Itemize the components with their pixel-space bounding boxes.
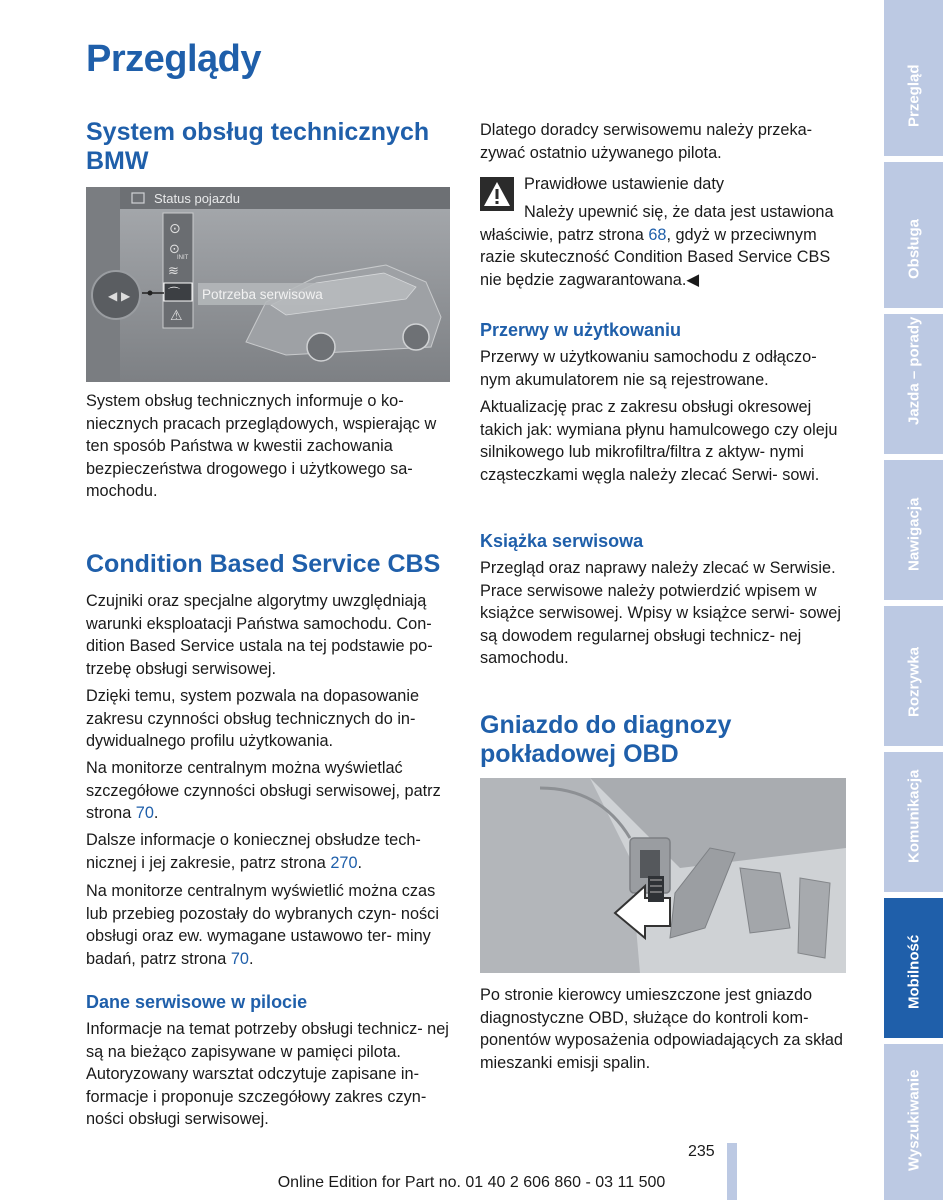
paragraph-obd: Po stronie kierowcy umieszczone jest gniazdo diagnostyczne OBD, służące do kontroli kom- ponentów wyposażenia odpowiadających za skład mieszanki emisji spalin. [480, 986, 843, 1072]
tab-wyszukiwanie[interactable]: Wyszukiwanie [884, 1044, 943, 1200]
heading-dane-serwisowe: Dane serwisowe w pilocie [86, 992, 308, 1012]
chapter-tabs [884, 0, 943, 1200]
page-link-68[interactable]: 68 [648, 225, 667, 244]
warning-text: Należy upewnić się, że data jest ustawiona właściwie, patrz strona 68, gdyż w przeciwnym razie skuteczność Condition Based Service CBS nie będzie zagwarantowana.◀ [480, 203, 834, 289]
paragraph-cbs-2: Dzięki temu, system pozwala na dopasowanie zakresu czynności obsług technicznych do in- dywidualnego profilu użytkowania. [86, 687, 420, 750]
heading-przerwy: Przerwy w użytkowaniu [480, 320, 682, 340]
heading-ksiazka: Książka serwisowa [480, 531, 644, 551]
page-link-70b[interactable]: 70 [230, 949, 249, 968]
page-link-70[interactable]: 70 [135, 804, 154, 822]
init-label: INIT [177, 255, 189, 261]
tab-obsluga[interactable]: Obsługa [884, 162, 943, 308]
paragraph-przerwy-2: Aktualizację prac z zakresu obsługi okresowej takich jak: wymiana płynu hamulcowego czy oleju silnikowego lub mikrofiltra/filtra z aktyw- nymi cząsteczkami węgla należy zlecać Serwi- sowi. [480, 398, 838, 484]
paragraph-cbs-3: Na monitorze centralnym można wyświetlać szczegółowe czynności obsługi serwisowej, patrz strona 70. [86, 759, 441, 822]
tab-mobilnosc[interactable]: Mobilność [884, 898, 943, 1038]
tab-komunikacja[interactable]: Komunikacja [884, 752, 943, 892]
tab-przeglad[interactable]: Przegląd [884, 0, 943, 156]
screen-header: Status pojazdu [154, 191, 241, 206]
svg-text:◀ ▶: ◀ ▶ [108, 289, 131, 303]
paragraph-intro: Dlatego doradcy serwisowemu należy przeka- zywać ostatnio używanego pilota. [480, 121, 813, 162]
heading-system-bmw: System obsług technicznych BMW [86, 118, 430, 175]
page-title: Przeglądy [86, 38, 262, 80]
warning-title: Prawidłowe ustawienie daty [524, 175, 725, 193]
paragraph-cbs-5: Na monitorze centralnym wyświetlić można czas lub przebieg pozostały do wybranych czyn- ności obsługi oraz ew. wymagane ustawowo ter- miny badań, patrz strona 70. [86, 882, 439, 968]
service-callout: Potrzeba serwisowa [202, 287, 323, 302]
tab-nawigacja[interactable]: Nawigacja [884, 460, 943, 600]
status-screen-image [86, 187, 450, 382]
svg-text:⌒: ⌒ [168, 286, 181, 300]
page-number: 235 [688, 1143, 715, 1160]
svg-text:⊙: ⊙ [169, 221, 181, 237]
tab-rozrywka[interactable]: Rozrywka [884, 606, 943, 746]
paragraph-dane: Informacje na temat potrzeby obsługi technicz- nej są na bieżąco zapisywane w pamięci pilota. Autoryzowany warsztat odczytuje zapisane in- formacje i proponuje szczegółowy zakres czyn- ności obsługi serwisowej. [86, 1020, 449, 1128]
cbs3-text: Na monitorze centralnym można wyświetlać szczegółowe czynności obsługi serwisowej, patrz strona [86, 759, 441, 822]
svg-text:⊙: ⊙ [169, 242, 180, 257]
heading-obd: Gniazdo do diagnozy pokładowej OBD [480, 711, 732, 768]
footer-edition: Online Edition for Part no. 01 40 2 606 860 - 03 11 500 [277, 1174, 666, 1191]
paragraph-cbs-1: Czujniki oraz specjalne algorytmy uwzględniają warunki eksploatacji Państwa samochodu. Con- dition Based Service ustala na tej podstawie po- trzebę obsługi serwisowej. [86, 592, 433, 678]
svg-text:⚠: ⚠ [170, 308, 183, 324]
paragraph-ksiazka: Przegląd oraz naprawy należy zlecać w Serwisie. Prace serwisowe należy potwierdzić wpisem w książce serwisowej. Wpisy w książce serwi- sowej są dowodem regularnej obsługi technicz- nej samochodu. [480, 559, 841, 667]
heading-cbs: Condition Based Service CBS [86, 550, 441, 578]
paragraph-przerwy-1: Przerwy w użytkowaniu samochodu z odłączo- nym akumulatorem nie są rejestrowane. [480, 348, 817, 389]
obd-port-image [480, 778, 846, 973]
tab-jazda-porady[interactable]: Jazda – porady [884, 314, 943, 454]
footwell-illustration [480, 778, 846, 973]
paragraph-cbs-4: Dalsze informacje o koniecznej obsłudze tech- nicznej i jej zakresie, patrz strona 270. [86, 831, 421, 872]
svg-text:≋: ≋ [168, 264, 179, 279]
paragraph-system: System obsług technicznych informuje o ko- niecznych pracach przeglądowych, wspierając w ten sposób Państwa w kwestii zachowania bezpieczeństwa drogowego i użytkowego sa- mochodu. [86, 392, 437, 500]
page-link-270[interactable]: 270 [330, 853, 358, 872]
car-status-illustration [86, 187, 450, 382]
